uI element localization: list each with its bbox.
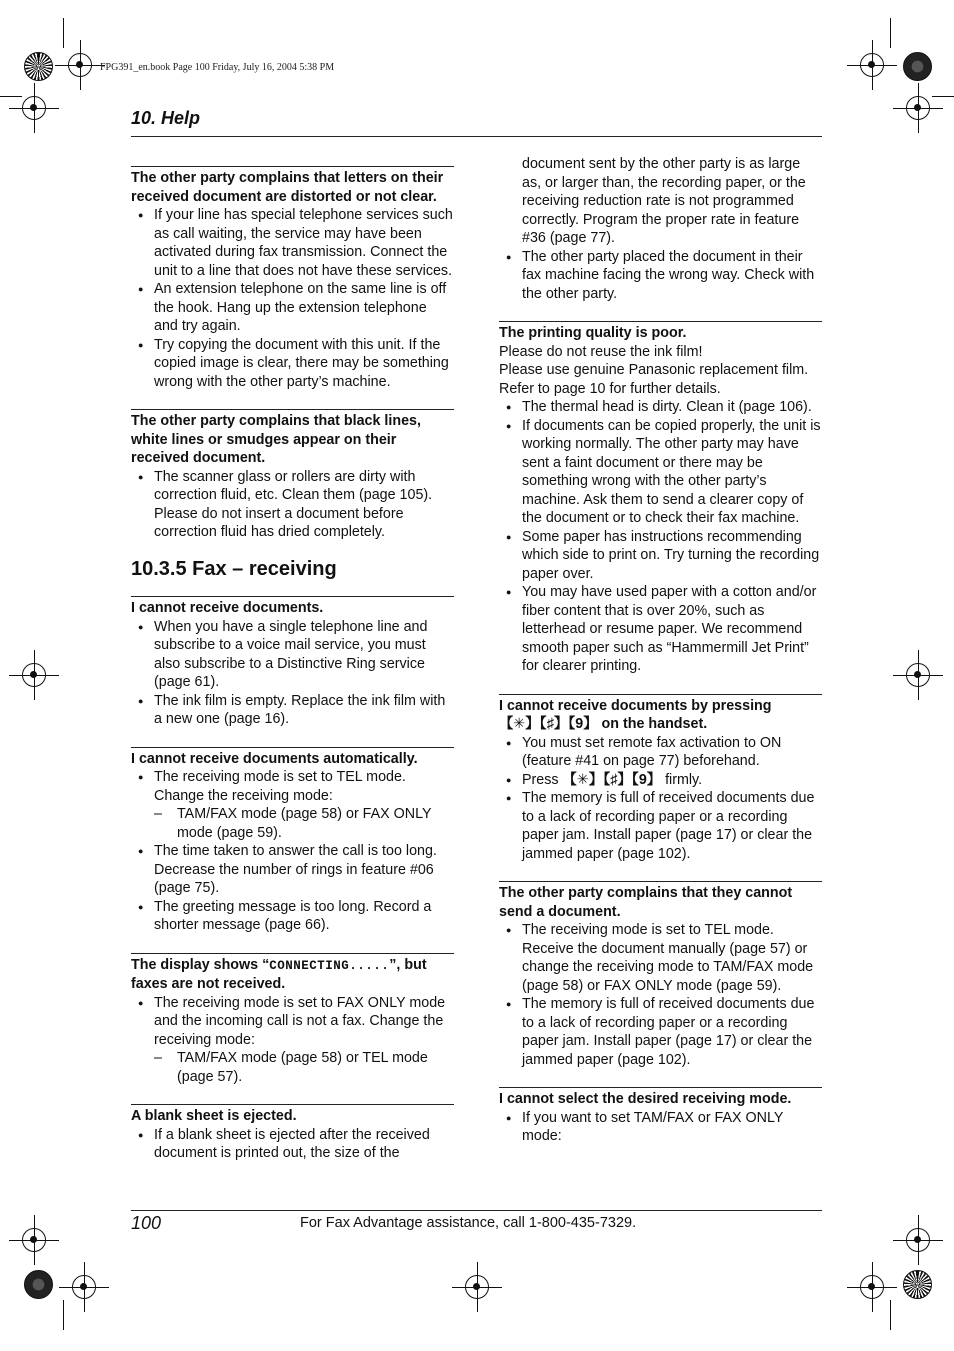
list-item bbox=[131, 994, 454, 1087]
section-title: The other party complains that black lines, white lines or smudges appear on their received document. bbox=[131, 413, 421, 466]
section-blank-sheet bbox=[131, 1104, 454, 1163]
list-item: ● You must set remote fax activation to ON (feature #41 on page 77) beforehand. bbox=[499, 734, 822, 771]
crop-mark bbox=[63, 1300, 64, 1330]
registration-mark-icon bbox=[860, 53, 884, 77]
list-item: ● You may have used paper with a cotton and/or fiber content that is over 20%, such as letterhead or resume paper. We recommend smooth paper such as “Hammermill Jet Print” for clearer printing. bbox=[499, 583, 822, 676]
dash-item-text: TAM/FAX mode (page 58) or TEL mode (page 57). bbox=[177, 1050, 428, 1085]
display-code: CONNECTING..... bbox=[269, 958, 390, 973]
left-column bbox=[131, 166, 454, 1163]
registration-mark-icon bbox=[906, 663, 930, 687]
chapter-header: 10. Help bbox=[131, 108, 201, 128]
section-cannot-receive-handset bbox=[499, 694, 822, 864]
list-item: ● The greeting message is too long. Record a shorter message (page 66). bbox=[131, 898, 454, 935]
section-heading: 10.3.5 Fax – receiving bbox=[131, 557, 337, 580]
continued-text: document sent by the other party is as large as, or larger than, the recording paper, or the receiving reduction rate is not programmed correctly. Program the proper rate in feature #36 (page 77). bbox=[522, 156, 806, 246]
section-title: I cannot select the desired receiving mode. bbox=[499, 1091, 792, 1107]
crop-mark bbox=[890, 1300, 891, 1330]
list-item: ● When you have a single telephone line and subscribe to a voice mail service, you must also subscribe to a Distinctive Ring service (page 61). bbox=[131, 618, 454, 692]
section-title: I cannot receive documents automatically. bbox=[131, 750, 418, 767]
continued-section bbox=[499, 155, 822, 303]
list-item: ● The thermal head is dirty. Clean it (page 106). bbox=[499, 398, 822, 417]
list-item: ● The memory is full of received documents due to a lack of recording paper or a recording paper jam. Install paper (page 17) or clear the jammed paper (page 102). bbox=[499, 789, 822, 863]
color-target-icon bbox=[903, 52, 932, 81]
registration-mark-icon bbox=[22, 1228, 46, 1252]
list-item: ● The receiving mode is set to TEL mode. Receive the document manually (page 57) or change the receiving mode to TAM/FAX mode (page 58) or FAX ONLY mode (page 59). bbox=[499, 921, 822, 995]
section-title: The printing quality is poor. bbox=[499, 325, 687, 341]
section-cannot-send bbox=[499, 881, 822, 1069]
list-item: ● The scanner glass or rollers are dirty with correction fluid, etc. Clean them (page 105). Please do not insert a document before correction fluid has dried completely. bbox=[131, 468, 454, 542]
list-item bbox=[131, 768, 454, 842]
section-title: The display shows “CONNECTING.....”, but faxes are not received. bbox=[131, 956, 427, 992]
section-title: The other party complains that they cannot send a document. bbox=[499, 885, 793, 920]
list-item: ● Try copying the document with this unit. If the copied image is clear, there may be something wrong with the other party’s machine. bbox=[131, 336, 454, 392]
color-target-icon bbox=[24, 52, 53, 81]
file-info: FPG391_en.book Page 100 Friday, July 16, 2004 5:38 PM bbox=[100, 62, 335, 73]
color-target-icon bbox=[24, 1270, 53, 1299]
list-item: ● If you want to set TAM/FAX or FAX ONLY mode: bbox=[499, 1109, 822, 1146]
crop-mark bbox=[63, 18, 64, 48]
registration-mark-icon bbox=[906, 1228, 930, 1252]
registration-mark-icon bbox=[68, 53, 92, 77]
section-letters-distorted bbox=[131, 166, 454, 391]
section-display-connecting bbox=[131, 953, 454, 1087]
list-item: ● The ink film is empty. Replace the ink film with a new one (page 16). bbox=[131, 692, 454, 729]
registration-mark-icon bbox=[465, 1275, 489, 1299]
dash-item-text: TAM/FAX mode (page 58) or FAX ONLY mode (page 59). bbox=[177, 806, 432, 841]
key-sequence: 【✳】【♯】【9】 bbox=[562, 771, 662, 788]
section-cannot-receive-auto bbox=[131, 747, 454, 935]
list-item: ● The memory is full of received documents due to a lack of recording paper or a recording paper jam. Install paper (page 17) or clear the jammed paper (page 102). bbox=[499, 995, 822, 1069]
registration-mark-icon bbox=[860, 1275, 884, 1299]
section-receiving-mode bbox=[499, 1087, 822, 1146]
registration-mark-icon bbox=[906, 96, 930, 120]
crop-mark bbox=[0, 96, 22, 97]
list-item: ● An extension telephone on the same line is off the hook. Hang up the extension telephone and try again. bbox=[131, 280, 454, 336]
footer-rule bbox=[131, 1210, 822, 1211]
note-text: Please use genuine Panasonic replacement film. Refer to page 10 for further details. bbox=[499, 362, 809, 397]
list-item: ● If a blank sheet is ejected after the received document is printed out, the size of the bbox=[131, 1126, 454, 1163]
crop-mark bbox=[890, 18, 891, 48]
section-title: I cannot receive documents by pressing 【✳】【♯】【9】 on the handset. bbox=[499, 697, 772, 732]
page-number: 100 bbox=[131, 1213, 162, 1233]
registration-mark-icon bbox=[22, 96, 46, 120]
dash-item: – TAM/FAX mode (page 58) or TEL mode (page 57). bbox=[154, 1050, 428, 1085]
section-printing-quality bbox=[499, 321, 822, 676]
section-cannot-receive bbox=[131, 596, 454, 729]
list-item: ● Press 【✳】【♯】【9】 firmly. bbox=[499, 771, 822, 790]
footer-assistance: For Fax Advantage assistance, call 1-800-435-7329. bbox=[300, 1215, 637, 1231]
header-rule bbox=[131, 136, 822, 137]
list-item: ● The other party placed the document in their fax machine facing the wrong way. Check with the other party. bbox=[499, 248, 822, 304]
key-sequence: 【✳】【♯】【9】 bbox=[499, 716, 598, 732]
note-text: Please do not reuse the ink film! bbox=[499, 343, 703, 360]
dash-item: – TAM/FAX mode (page 58) or FAX ONLY mode (page 59). bbox=[154, 806, 432, 841]
section-title: I cannot receive documents. bbox=[131, 600, 324, 616]
section-black-lines bbox=[131, 409, 454, 542]
color-target-icon bbox=[903, 1270, 932, 1299]
section-title: A blank sheet is ejected. bbox=[131, 1108, 297, 1124]
list-item: ● If your line has special telephone services such as call waiting, the service may have been activated during fax transmission. Connect the unit to a line that does not have these services. bbox=[131, 206, 454, 280]
list-item: ● If documents can be copied properly, the unit is working normally. The other party may have sent a faint document or there may be something wrong with the other party’s machine. Ask them to send a clearer copy of the document or to check their fax machine. bbox=[499, 417, 822, 528]
registration-mark-icon bbox=[72, 1275, 96, 1299]
list-item-text: The receiving mode is set to TEL mode. Change the receiving mode: bbox=[154, 769, 406, 804]
registration-mark-icon bbox=[22, 663, 46, 687]
list-item: ● The time taken to answer the call is too long. Decrease the number of rings in feature #06 (page 75). bbox=[131, 842, 454, 898]
crop-mark bbox=[932, 96, 954, 97]
right-column bbox=[499, 155, 822, 1146]
list-item-text: The receiving mode is set to FAX ONLY mode and the incoming call is not a fax. Change the receiving mode: bbox=[154, 994, 446, 1048]
section-title: The other party complains that letters on their received document are distorted or not clear. bbox=[131, 170, 444, 205]
list-item: ● Some paper has instructions recommending which side to print on. Try turning the recording paper over. bbox=[499, 528, 822, 584]
